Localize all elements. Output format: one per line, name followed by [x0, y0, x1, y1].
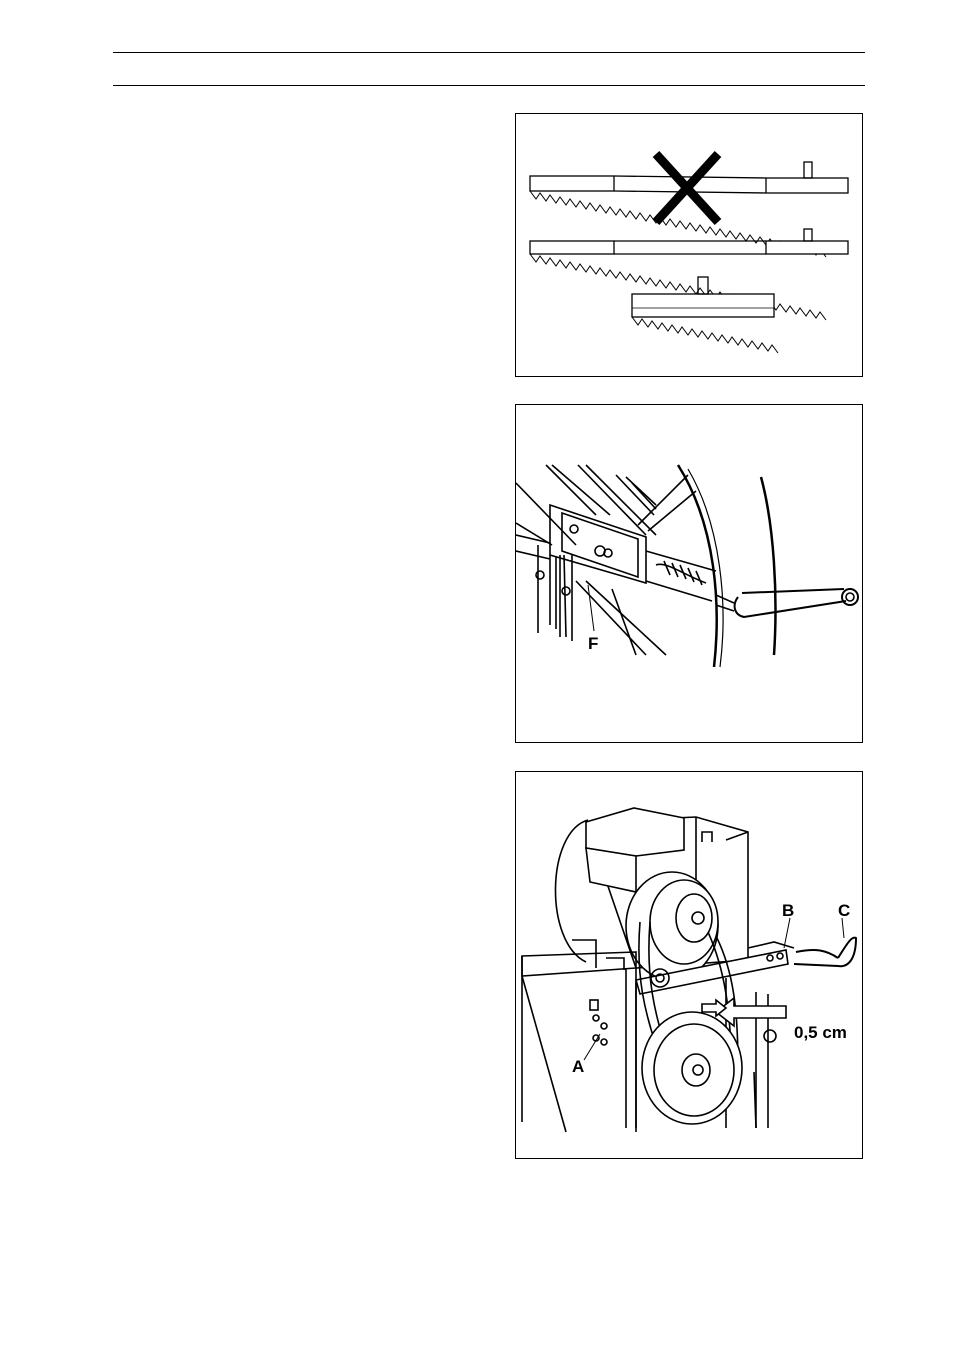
callout-label-c: C: [838, 901, 851, 920]
wrong-mark-icon: [656, 154, 718, 222]
crank-adjustment-drawing: [516, 405, 864, 744]
blade-alignment-drawing: [516, 114, 864, 378]
belt-tension-drawing: [516, 772, 864, 1160]
figure-crank-adjustment: [515, 404, 863, 743]
figure-belt-tension: [515, 771, 863, 1159]
header-rule-top: [113, 52, 865, 53]
callout-label-f: F: [588, 634, 599, 653]
callout-label-b: B: [782, 901, 795, 920]
figure-blade-alignment: [515, 113, 863, 377]
callout-label-distance: 0,5 cm: [794, 1023, 847, 1042]
callout-label-a: A: [572, 1057, 585, 1076]
header-rule-bottom: [113, 85, 865, 86]
